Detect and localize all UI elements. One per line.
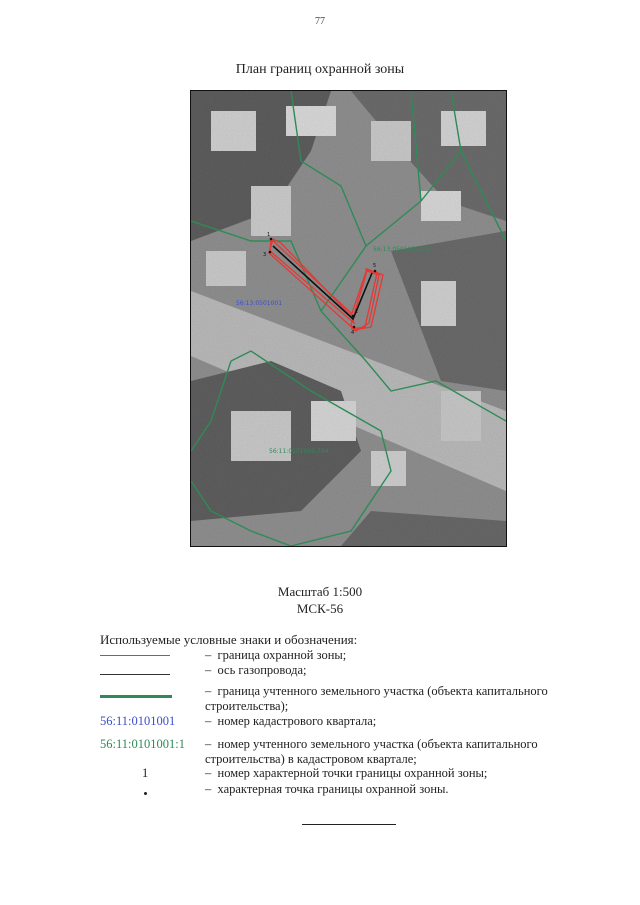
- quarter-number-sample: 56:11:0101001: [100, 714, 176, 728]
- quarter-label: 56:13:0501001: [236, 300, 283, 307]
- legend-desc: граница учтенного земельного участка (объекта капитального строительства);: [205, 684, 548, 713]
- zone-point: [270, 238, 273, 241]
- legend-desc: номер характерной точки границы охранной зоны;: [217, 766, 488, 780]
- legend-dash: –: [205, 737, 212, 751]
- coordinate-system: МСК-56: [296, 601, 344, 616]
- legend-dash: –: [205, 648, 212, 662]
- red-line-symbol: [100, 655, 170, 656]
- legend-desc: граница охранной зоны;: [217, 648, 347, 662]
- point-number-sample: 1: [142, 766, 149, 780]
- legend-dash: –: [205, 782, 212, 796]
- legend-item-parcel-boundary: [100, 684, 600, 716]
- legend-item-point: [100, 782, 600, 797]
- parcel-label-lower: 56:11:0101001:794: [269, 448, 329, 455]
- zone-point: [269, 251, 272, 254]
- legend-item-parcel-number: [100, 737, 600, 769]
- satellite-map: [190, 90, 507, 547]
- zone-point: [352, 315, 355, 318]
- legend-item-point-number: [100, 766, 600, 781]
- point-label: 2: [355, 309, 359, 315]
- parcel-label-upper: 56:13:0501001:252: [373, 246, 433, 253]
- legend-dash: –: [205, 714, 212, 728]
- zone-point: [353, 326, 356, 329]
- legend-dash: –: [205, 766, 212, 780]
- point-label: 1: [267, 232, 271, 238]
- legend-dash: –: [205, 663, 212, 677]
- legend-desc: номер кадастрового квартала;: [217, 714, 377, 728]
- point-label: 3: [263, 252, 267, 258]
- point-label: 5: [373, 263, 377, 269]
- footer-divider: [302, 824, 396, 825]
- legend-item-zone-boundary: [100, 648, 600, 663]
- legend-item-quarter-number: [100, 714, 600, 729]
- legend-item-gas-axis: [100, 663, 600, 678]
- dot-symbol: [144, 792, 147, 795]
- page-number: 77: [315, 16, 325, 27]
- green-line-symbol: [100, 695, 172, 698]
- zone-point: [374, 270, 377, 273]
- legend-desc: ось газопровода;: [217, 663, 307, 677]
- legend-dash: –: [205, 684, 212, 698]
- parcel-number-sample: 56:11:0101001:1: [100, 737, 185, 751]
- legend-desc: характерная точка границы охранной зоны.: [217, 782, 449, 796]
- point-label: 4: [351, 330, 355, 336]
- document-title: План границ охранной зоны: [235, 62, 405, 77]
- map-scale: Масштаб 1:500: [277, 584, 363, 599]
- black-line-symbol: [100, 674, 170, 675]
- legend-title: Используемые условные знаки и обозначения:: [100, 632, 358, 647]
- legend-desc: номер учтенного земельного участка (объекта капитального строительства) в кадастровом квартале;: [205, 737, 538, 766]
